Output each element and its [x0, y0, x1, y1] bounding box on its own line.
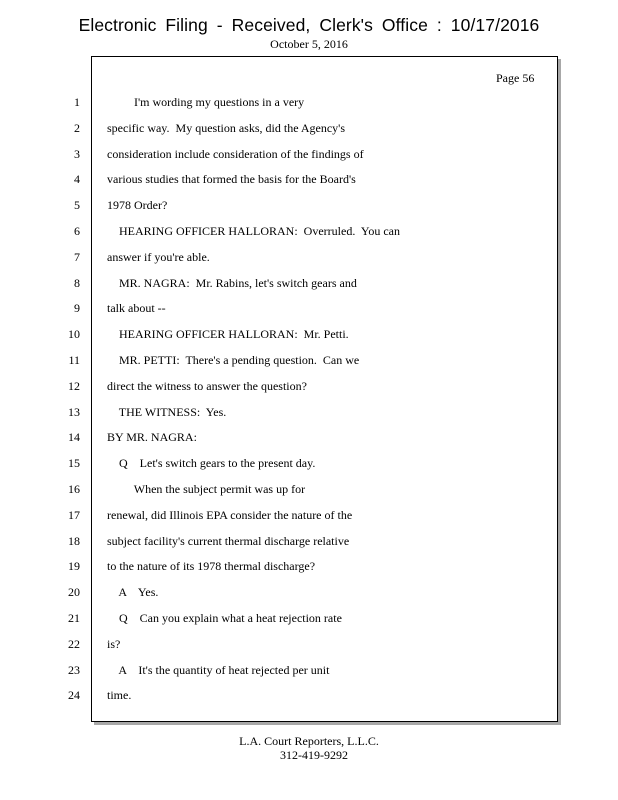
line-text: HEARING OFFICER HALLORAN: Mr. Petti. [107, 327, 349, 341]
filing-stamp: Electronic Filing - Received, Clerk's Office : 10/17/2016 [78, 15, 540, 35]
line-text: answer if you're able. [107, 250, 210, 264]
line-text: A It's the quantity of heat rejected per unit [107, 663, 330, 677]
line-number: 19 [68, 559, 80, 573]
line-number: 22 [68, 637, 80, 651]
line-number: 9 [74, 301, 80, 315]
line-number: 7 [74, 250, 80, 264]
line-text: consideration include consideration of the findings of [107, 147, 364, 161]
line-text: specific way. My question asks, did the Agency's [107, 121, 346, 135]
line-number: 11 [68, 353, 80, 367]
line-text: 1978 Order? [107, 198, 168, 212]
line-number: 1 [74, 95, 80, 109]
transcript-date: October 5, 2016 [270, 37, 348, 51]
line-number: 16 [68, 482, 80, 496]
line-number: 18 [68, 534, 80, 548]
reporter-company: L.A. Court Reporters, L.L.C. [239, 734, 379, 748]
line-text: subject facility's current thermal discharge relative [107, 534, 350, 548]
line-text: is? [107, 637, 121, 651]
line-text: renewal, did Illinois EPA consider the nature of the [107, 508, 353, 522]
page-number: Page 56 [496, 71, 535, 85]
line-text: Q Let's switch gears to the present day. [107, 456, 316, 470]
line-number: 8 [74, 276, 80, 290]
line-number: 4 [74, 172, 80, 186]
line-number: 23 [68, 663, 80, 677]
line-number: 17 [68, 508, 80, 522]
reporter-phone: 312-419-9292 [280, 748, 348, 762]
line-number: 5 [74, 198, 80, 212]
line-number: 24 [68, 688, 80, 702]
line-text: HEARING OFFICER HALLORAN: Overruled. You can [107, 224, 400, 238]
line-number: 3 [74, 147, 80, 161]
line-text: THE WITNESS: Yes. [107, 405, 227, 419]
line-number: 15 [68, 456, 80, 470]
line-text: direct the witness to answer the question? [107, 379, 307, 393]
line-text: to the nature of its 1978 thermal discharge? [107, 559, 316, 573]
line-number: 6 [74, 224, 80, 238]
line-text: BY MR. NAGRA: [107, 430, 197, 444]
line-text: A Yes. [107, 585, 159, 599]
line-number: 2 [74, 121, 80, 135]
line-number: 21 [68, 611, 80, 625]
line-text: various studies that formed the basis for the Board's [107, 172, 356, 186]
line-text: talk about -- [107, 301, 166, 315]
line-text: MR. PETTI: There's a pending question. Can we [107, 353, 360, 367]
line-number: 12 [68, 379, 80, 393]
line-text: When the subject permit was up for [107, 482, 306, 496]
line-text: Q Can you explain what a heat rejection rate [107, 611, 342, 625]
line-text: time. [107, 688, 132, 702]
line-number: 14 [68, 430, 80, 444]
line-text: MR. NAGRA: Mr. Rabins, let's switch gears and [107, 276, 357, 290]
line-number: 20 [68, 585, 80, 599]
line-number: 13 [68, 405, 80, 419]
line-text: I'm wording my questions in a very [107, 95, 305, 109]
line-number: 10 [68, 327, 80, 341]
